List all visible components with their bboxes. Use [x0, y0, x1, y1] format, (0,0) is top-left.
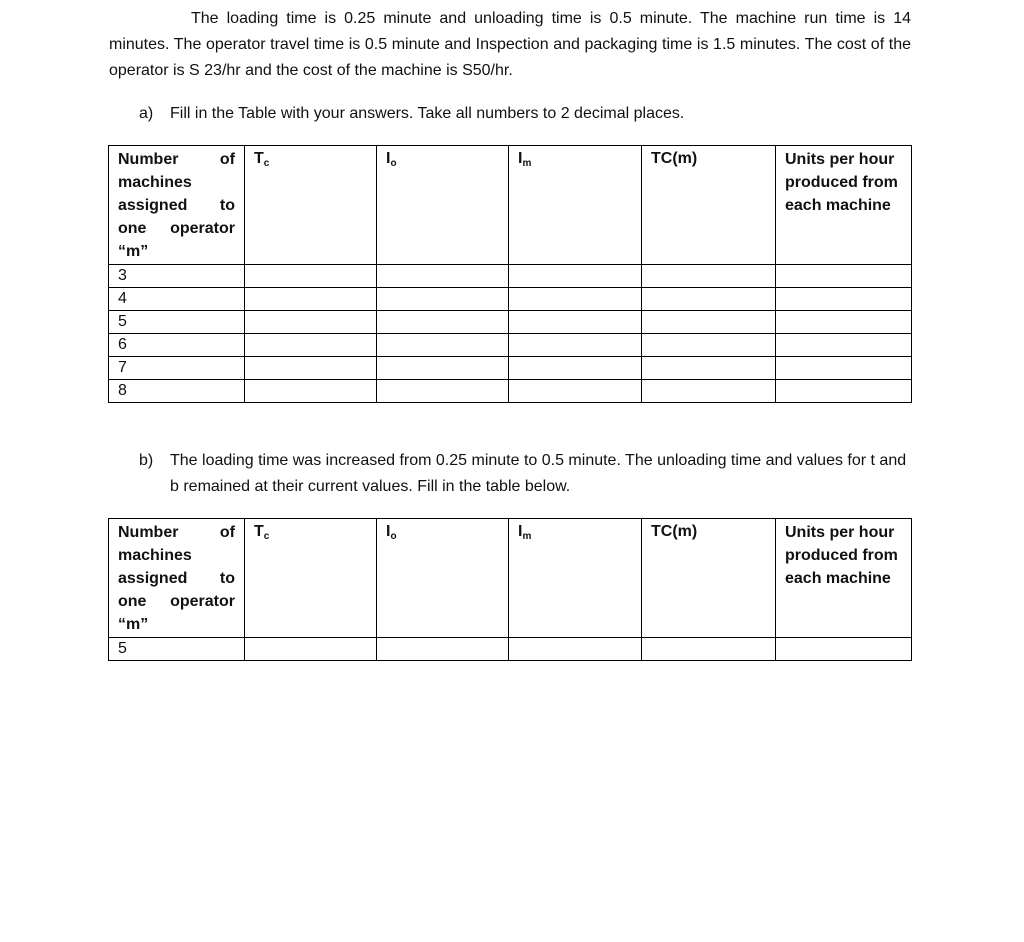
table-row: [109, 288, 912, 311]
table-a-header-row: [109, 146, 912, 265]
table-b: [108, 518, 912, 661]
table-row: [109, 638, 912, 661]
answer-cell-units[interactable]: [776, 311, 912, 334]
answer-cell-io[interactable]: [377, 288, 509, 311]
header-im: $I_m$: [509, 146, 642, 265]
part-b-text: The loading time was increased from 0.25 minute to 0.5 minute. The unloading time and values for t and b remained at their current values. Fill in the table below.: [170, 452, 907, 495]
header-m-word: Number: [118, 524, 179, 541]
header-io: $I_o$: [377, 519, 509, 638]
problem-statement: [109, 6, 911, 84]
header-m-line: machines: [118, 547, 192, 564]
answer-cell-tcm[interactable]: [642, 265, 776, 288]
part-b-marker: b): [139, 452, 154, 469]
header-m-word: one: [118, 593, 147, 610]
answer-cell-tcm[interactable]: [642, 357, 776, 380]
m-value-cell: 6: [109, 334, 245, 357]
header-m-line: “m”: [118, 616, 149, 633]
answer-cell-tcm[interactable]: [642, 380, 776, 403]
answer-cell-tcm[interactable]: [642, 334, 776, 357]
header-m-line: “m”: [118, 243, 149, 260]
answer-cell-tc[interactable]: [245, 311, 377, 334]
header-m-line: machines: [118, 174, 192, 191]
answer-cell-units[interactable]: [776, 265, 912, 288]
part-a-text: Fill in the Table with your answers. Take all numbers to 2 decimal places.: [170, 105, 685, 122]
answer-cell-units[interactable]: [776, 638, 912, 661]
answer-cell-io[interactable]: [377, 357, 509, 380]
header-m-word: to: [219, 570, 235, 587]
m-value-cell: 8: [109, 380, 245, 403]
answer-cell-tcm[interactable]: [642, 288, 776, 311]
answer-cell-units[interactable]: [776, 380, 912, 403]
answer-cell-tcm[interactable]: [642, 638, 776, 661]
header-tc: $T_c$: [245, 519, 377, 638]
header-tcm: TC(m): [642, 519, 776, 638]
answer-cell-units[interactable]: [776, 288, 912, 311]
m-value-cell: 3: [109, 265, 245, 288]
header-m-word: assigned: [118, 197, 188, 214]
answer-cell-tc[interactable]: [245, 265, 377, 288]
table-row: [109, 380, 912, 403]
table-row: [109, 311, 912, 334]
header-m-word: of: [219, 524, 235, 541]
header-m-word: operator: [170, 593, 235, 610]
header-m: [109, 146, 245, 265]
answer-cell-io[interactable]: [377, 334, 509, 357]
header-im: $I_m$: [509, 519, 642, 638]
header-m-word: of: [219, 151, 235, 168]
problem-text: The loading time is 0.25 minute and unloading time is 0.5 minute. The machine run time is 14 minutes. The operator travel time is 0.5 minute and Inspection and packaging time is 1.5 minutes. The cost of the operator is S 23/hr and the cost of the machine is S50/hr.: [109, 10, 911, 79]
answer-cell-im[interactable]: [509, 334, 642, 357]
table-row: [109, 334, 912, 357]
header-units: Units per hour produced from each machine: [776, 519, 912, 638]
header-m-word: to: [219, 197, 235, 214]
part-b-instruction: [139, 448, 919, 500]
table-row: [109, 265, 912, 288]
m-value-cell: 5: [109, 638, 245, 661]
m-value-cell: 4: [109, 288, 245, 311]
header-units: Units per hour produced from each machine: [776, 146, 912, 265]
answer-cell-tcm[interactable]: [642, 311, 776, 334]
part-a-instruction: [139, 101, 919, 127]
answer-cell-units[interactable]: [776, 334, 912, 357]
answer-cell-tc[interactable]: [245, 357, 377, 380]
header-m-word: Number: [118, 151, 179, 168]
header-io: $I_o$: [377, 146, 509, 265]
table-row: [109, 357, 912, 380]
answer-cell-units[interactable]: [776, 357, 912, 380]
answer-cell-io[interactable]: [377, 380, 509, 403]
answer-cell-im[interactable]: [509, 265, 642, 288]
table-b-header-row: [109, 519, 912, 638]
answer-cell-im[interactable]: [509, 357, 642, 380]
answer-cell-tc[interactable]: [245, 638, 377, 661]
answer-cell-tc[interactable]: [245, 288, 377, 311]
m-value-cell: 5: [109, 311, 245, 334]
header-m: [109, 519, 245, 638]
answer-cell-im[interactable]: [509, 380, 642, 403]
answer-cell-im[interactable]: [509, 638, 642, 661]
header-tcm: TC(m): [642, 146, 776, 265]
m-value-cell: 7: [109, 357, 245, 380]
part-a-marker: a): [139, 105, 154, 122]
header-m-word: assigned: [118, 570, 188, 587]
answer-cell-io[interactable]: [377, 311, 509, 334]
header-tc: $T_c$: [245, 146, 377, 265]
answer-cell-im[interactable]: [509, 311, 642, 334]
answer-cell-tc[interactable]: [245, 380, 377, 403]
header-m-word: operator: [170, 220, 235, 237]
answer-cell-im[interactable]: [509, 288, 642, 311]
answer-cell-io[interactable]: [377, 265, 509, 288]
answer-cell-io[interactable]: [377, 638, 509, 661]
table-a: [108, 145, 912, 403]
answer-cell-tc[interactable]: [245, 334, 377, 357]
header-m-word: one: [118, 220, 147, 237]
